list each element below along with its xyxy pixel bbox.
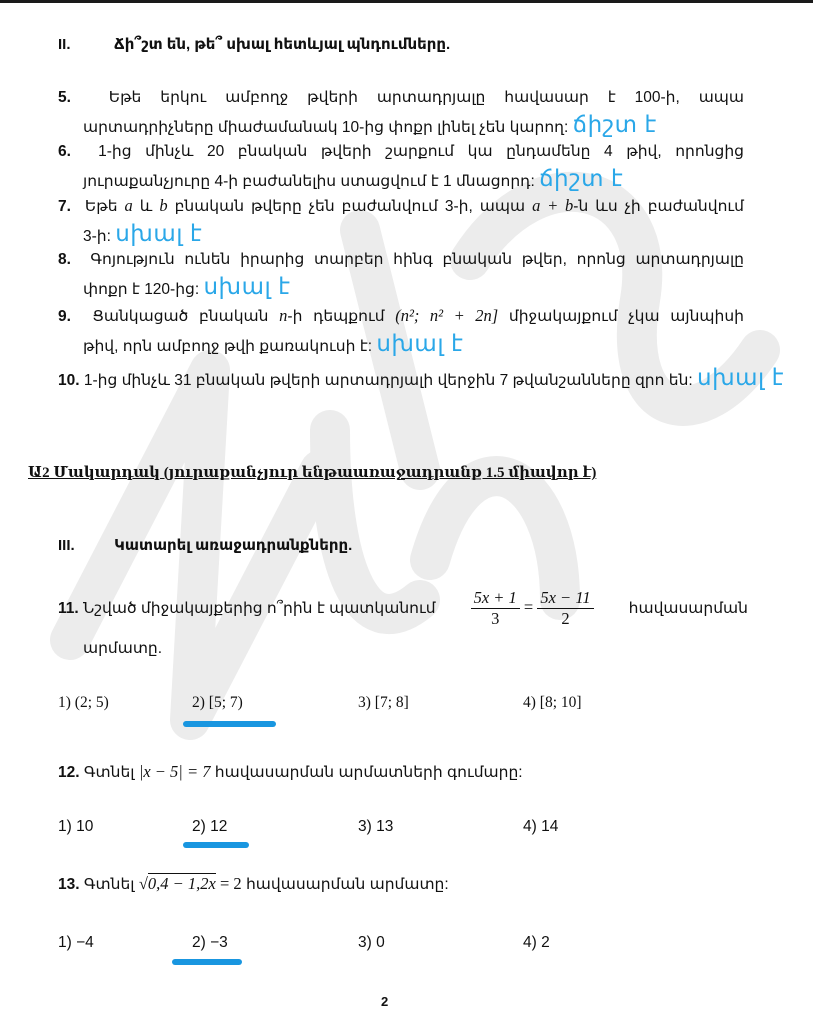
question-6 [58, 138, 744, 195]
question-text: Գտնել [83, 876, 135, 893]
top-border [0, 0, 813, 3]
page-number: 2 [381, 994, 389, 1009]
equals-sign: = [523, 597, 534, 617]
answer-underline-mark [172, 959, 242, 965]
question-text: -ի դեպքում [287, 308, 385, 325]
question-text: 1-ից մինչև 20 բնական թվերի շարքում կա ընդամենը 4 թիվ, որոնցից [98, 143, 744, 160]
question-text: Եթե [84, 198, 118, 215]
q12-option-4[interactable]: 4) 14 [523, 818, 559, 835]
question-text: Եթե երկու ամբողջ թվերի արտադրյալը հավասար է 100-ի, ապա [108, 89, 744, 106]
question-text: փոքր է 120-ից: [83, 281, 200, 298]
sqrt-radicand: 0,4 − 1,2x [147, 874, 216, 893]
handwritten-answer: ճիշտ է [572, 111, 657, 137]
q12-option-1[interactable]: 1) 10 [58, 818, 94, 835]
question-text: 1-ից մինչև 31 բնական թվերի արտադրյալի վերջին 7 թվանշանները զրո են: [83, 372, 693, 389]
section-iii-title: Կատարել առաջադրանքները. [114, 537, 353, 554]
handwritten-answer: ճիշտ է [539, 165, 624, 191]
q11-option-4[interactable]: 4) [8; 10] [523, 694, 582, 711]
section-ii-heading [58, 35, 450, 53]
math-expression: a + b [532, 196, 574, 215]
q13-option-4[interactable]: 4) 2 [523, 934, 550, 951]
fraction-numerator: 5x − 11 [537, 588, 593, 609]
question-text: Գոյություն ունեն իրարից տարբեր հինգ բնական թվեր, որոնց արտադրյալը [90, 251, 744, 268]
question-text: և [139, 198, 153, 215]
variable-n: n [279, 306, 288, 325]
q13-option-2[interactable]: 2) −3 [192, 934, 228, 951]
question-12 [58, 758, 523, 786]
question-number: 7. [58, 198, 71, 215]
level-heading: Ա2 Մակարդակ (յուրաքանչյուր ենթաառաջադրանք 1.5 միավոր է) [28, 465, 597, 481]
equation [139, 873, 242, 893]
q11-option-1[interactable]: 1) (2; 5) [58, 694, 109, 711]
question-number: 5. [58, 89, 71, 106]
question-9 [58, 302, 744, 360]
handwritten-answer: սխալ է [697, 364, 785, 390]
q13-option-1[interactable]: 1) −4 [58, 934, 94, 951]
question-text: հավասարման արմատը: [245, 876, 449, 893]
equation: |x − 5| = 7 [138, 762, 211, 781]
variable-b: b [159, 196, 168, 215]
question-number: 8. [58, 251, 71, 268]
question-text: հավասարման արմատների գումարը: [214, 764, 523, 781]
question-text: հավասարման [628, 600, 748, 617]
question-number: 11. [58, 600, 79, 617]
question-10 [58, 364, 813, 394]
handwritten-answer: սխալ է [115, 220, 203, 246]
question-number: 12. [58, 764, 80, 781]
answer-underline-mark [183, 842, 249, 848]
question-number: 10. [58, 372, 80, 389]
q12-option-3[interactable]: 3) 13 [358, 818, 394, 835]
interval-expression: (n²; n² + 2n] [395, 306, 499, 325]
question-text: -ն ևս չի բաժանվում [573, 198, 744, 215]
section-ii-title: Ճի՞շտ են, թե՞ սխալ հետևյալ պնդումները. [114, 36, 451, 53]
question-text: Ցանկացած բնական [92, 308, 269, 325]
q12-option-2[interactable]: 2) 12 [192, 818, 228, 835]
section-iii-number: III. [58, 537, 75, 554]
question-text: յուրաքանչյուրը 4-ի բաժանելիս ստացվում է 1 մնացորդ: [83, 173, 535, 190]
question-text: արմատը. [83, 640, 163, 657]
fraction-left [471, 588, 520, 629]
fraction-denominator: 3 [491, 609, 500, 628]
question-7 [58, 192, 744, 250]
answer-underline-mark [183, 721, 276, 727]
question-number: 13. [58, 876, 80, 893]
question-text: բնական թվերը չեն բաժանվում 3-ի, ապա [174, 198, 526, 215]
handwritten-answer: սխալ է [203, 273, 291, 299]
question-13 [58, 870, 449, 898]
question-11 [58, 588, 748, 662]
question-8 [58, 246, 744, 303]
question-text: Գտնել [83, 764, 135, 781]
question-number: 9. [58, 308, 71, 325]
fraction-numerator: 5x + 1 [471, 588, 520, 609]
equation [471, 588, 594, 629]
question-number: 6. [58, 143, 71, 160]
fraction-denominator: 2 [561, 609, 570, 628]
question-5 [58, 84, 744, 141]
question-text: միջակայքում չկա այնպիսի [508, 308, 744, 325]
handwritten-answer: սխալ է [376, 330, 464, 356]
fraction-right [537, 588, 593, 629]
q13-option-3[interactable]: 3) 0 [358, 934, 385, 951]
question-text: արտադրիչները միաժամանակ 10-ից փոքր լինել չեն կարող: [83, 119, 569, 136]
question-text: 3-ի: [83, 228, 111, 245]
section-iii-heading [58, 536, 352, 554]
section-ii-number: II. [58, 36, 71, 53]
q11-option-2[interactable]: 2) [5; 7) [192, 694, 243, 711]
variable-a: a [124, 196, 133, 215]
q11-option-3[interactable]: 3) [7; 8] [358, 694, 409, 711]
equation-rhs: = 2 [219, 874, 242, 893]
question-text: Նշված միջակայքերից ո՞րին է պատկանում [83, 600, 436, 617]
question-text: թիվ, որն ամբողջ թվի քառակուսի է: [83, 338, 372, 355]
sqrt-icon: √ [138, 874, 148, 893]
